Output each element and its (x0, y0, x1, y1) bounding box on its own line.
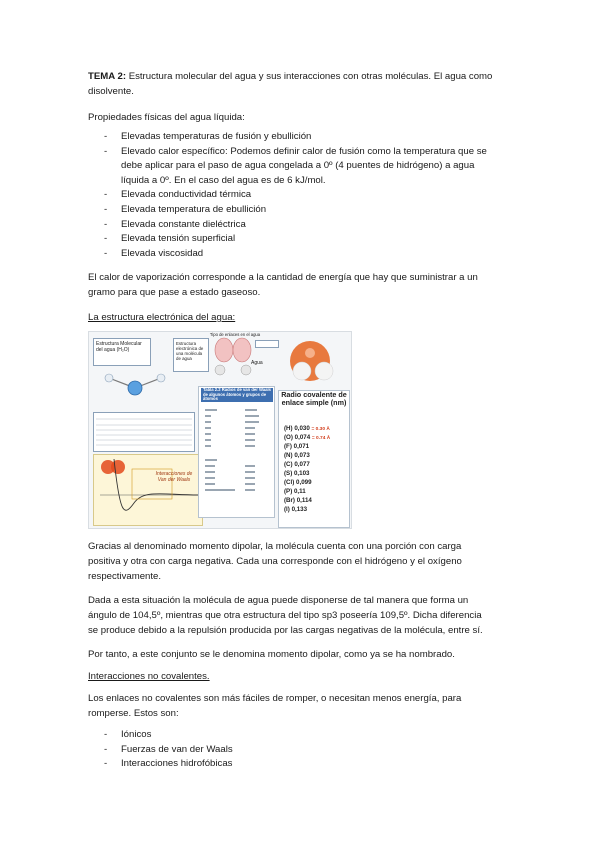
list-item: - Elevado calor específico: Podemos definir calor de fusión como la temperatura que se (104, 145, 487, 157)
list-item: - Elevada temperatura de ebullición (104, 203, 267, 215)
vdw-radii-table (198, 386, 275, 518)
covalent-radius-table (278, 390, 350, 528)
noncovalent-intro-line-1: Los enlaces no covalentes son más fáciles de romper, o necesitan menos energía, para (88, 693, 462, 704)
noncovalent-list (88, 728, 518, 772)
angle-line-3: se produce debido a la repulsión producida por las cargas negativas de la molécula, entre sí. (88, 625, 483, 636)
table-row: (S) 0,103 (284, 470, 310, 477)
list-item-continuation: debe aplicar para el paso de agua congelada a 0º (4 puentes de hidrógeno) a agua (121, 160, 475, 172)
list-item: - Elevada constante dieléctrica (104, 218, 246, 230)
list-item: - Elevada conductividad térmica (104, 189, 252, 201)
list-item: - Interacciones hidrofóbicas (104, 758, 233, 770)
table-row: (Cl) 0,099 (284, 479, 312, 486)
bond-types-label: Tipo de enlaces en el agua (209, 332, 261, 337)
table-row: (F) 0,071 (284, 443, 310, 450)
table-row: (C) 0,077 (284, 461, 310, 468)
list-item: - Elevada viscosidad (104, 247, 204, 259)
table-row: (Br) 0,114 (284, 497, 312, 504)
list-item-continuation: líquida a 0º. En el caso del agua es de 6 kJ/mol. (121, 174, 326, 186)
molecular-structure-box: Estructura Molecular del agua (H₂O) (93, 338, 151, 366)
properties-heading: Propiedades físicas del agua líquida: (88, 112, 245, 123)
vdw-table-title: Tabla 2.2 Radios de van der Waals de algunos átomos y grupos de átomos (201, 388, 273, 402)
topic-text: Estructura molecular del agua y sus interacciones con otras moléculas. El agua como (126, 71, 493, 82)
vdw-label: Interacciones de Van der Waals (155, 471, 193, 483)
water-sphere-model (280, 331, 350, 391)
table-row: (P) 0,11 (284, 488, 306, 495)
list-item: - Iónicos (104, 729, 152, 740)
water-label: Agua (251, 360, 263, 366)
vaporization-line-1: El calor de vaporización corresponde a la cantidad de energía que hay que suministrar a un (88, 272, 478, 283)
noncovalent-heading: Interacciones no covalentes. (88, 671, 210, 682)
dipole-line-1: Gracias al denominado momento dipolar, la molécula cuenta con una porción con carga (88, 541, 462, 552)
property-table (93, 412, 195, 452)
table-row: (H) 0,030 = 0.30 Å (284, 425, 330, 432)
electronic-structure-heading: La estructura electrónica del agua: (88, 312, 236, 323)
electronic-structure-box: Estructura electrónica de una molécula de agua (173, 338, 209, 372)
list-item: - Elevadas temperaturas de fusión y ebullición (104, 131, 312, 142)
radius-table-title: Radio covalente de enlace simple (nm) (281, 390, 347, 408)
vaporization-line-2: gramo para que pase a estado gaseoso. (88, 287, 261, 298)
properties-list (88, 130, 518, 261)
table-row: (N) 0,073 (284, 452, 310, 459)
table-row: (O) 0,074 = 0.74 Å (284, 434, 331, 441)
dipole-line-3: respectivamente. (88, 571, 162, 582)
potential-curve (94, 455, 202, 525)
dipole-line-2: positiva y otra con carga negativa. Cada una corresponde con el hidrógeno y el oxígeno (88, 556, 462, 567)
dipole-summary-line: Por tanto, a este conjunto se le denomina momento dipolar, como ya se ha nombrado. (88, 649, 455, 660)
table-row: (I) 0,133 (284, 506, 308, 513)
topic-line-2: disolvente. (88, 86, 134, 97)
angle-line-2: ángulo de 104,5º, mientras que otra estructura del tipo sp3 poseería 109,5º. Dicha diferencia (88, 610, 482, 621)
topic-label: TEMA 2: (88, 71, 127, 82)
list-item: - Elevada tensión superficial (104, 233, 236, 245)
angle-line-1: Dada a esta situación la molécula de agua puede disponerse de tal manera que forma un (88, 595, 469, 606)
list-item: - Fuerzas de van der Waals (104, 743, 233, 755)
orbital-diagram (207, 334, 259, 378)
noncovalent-intro-line-2: romperse. Estos son: (88, 708, 179, 719)
van-der-waals-panel (93, 454, 203, 526)
small-label-box (255, 340, 279, 348)
topic-line (88, 70, 518, 85)
water-molecule-diagram (95, 368, 175, 408)
